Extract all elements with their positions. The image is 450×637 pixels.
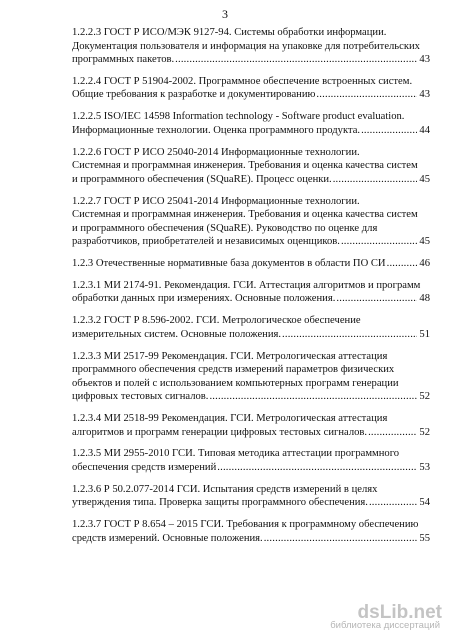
dot-leader	[341, 235, 417, 249]
dot-leader	[209, 390, 417, 404]
dot-leader	[282, 328, 417, 342]
toc-entry-line: Системная и программная инженерия. Требования и оценка качества систем	[72, 160, 418, 172]
toc-entry-text: Общие требования к разработке и документированию	[72, 89, 316, 101]
toc-entry-text: средств измерений. Основные положения.	[72, 532, 263, 544]
toc-entry-text: утверждения типа. Проверка защиты программного обеспечения.	[72, 497, 368, 509]
toc-entry-last-line	[72, 124, 430, 138]
dot-leader	[175, 53, 417, 67]
toc-entry-last-line	[72, 173, 430, 187]
toc-entry-last-line	[72, 532, 430, 546]
toc-entry	[72, 110, 430, 137]
toc-entry	[72, 483, 430, 510]
toc-page-number: 44	[419, 124, 430, 136]
toc-entry-last-line	[72, 390, 430, 404]
page-number: 3	[222, 7, 228, 21]
toc-entry-last-line	[72, 88, 430, 102]
toc-entry-line: Системная и программная инженерия. Требования и оценка качества систем	[72, 209, 418, 221]
dot-leader	[368, 426, 417, 440]
toc-entry-text: обработки данных при измерениях. Основные положения.	[72, 293, 336, 305]
toc-entry-text: 1.2.3 Отечественные нормативные база документов в области ПО СИ	[72, 257, 386, 269]
toc-entry-line: 1.2.3.6 Р 50.2.077-2014 ГСИ. Испытания средств измерений в целях	[72, 483, 378, 495]
toc-entry-text: обеспечения средств измерений	[72, 461, 217, 473]
toc-entry-text: разработчиков, приобретателей и независимых оценщиков.	[72, 236, 340, 248]
toc-page-number: 52	[419, 391, 430, 403]
toc-entry-last-line	[72, 496, 430, 510]
toc-entry-line: 1.2.2.4 ГОСТ Р 51904-2002. Программное обеспечение встроенных систем.	[72, 75, 413, 87]
dot-leader	[361, 124, 417, 138]
toc-entry-line: 1.2.3.2 ГОСТ Р 8.596-2002. ГСИ. Метрологическое обеспечение	[72, 315, 361, 327]
dot-leader	[336, 292, 417, 306]
toc-entry	[72, 314, 430, 341]
toc-page-number: 53	[419, 461, 430, 473]
table-of-contents	[72, 26, 430, 554]
toc-entry-last-line	[72, 328, 430, 342]
toc-entry-text: цифровых тестовых сигналов.	[72, 391, 209, 403]
toc-entry-line: 1.2.2.6 ГОСТ Р ИСО 25040-2014 Информационные технологии.	[72, 146, 360, 158]
dslib-logo	[330, 601, 442, 621]
toc-entry	[72, 146, 430, 187]
toc-entry-line: программного обеспечения средств измерений параметров физических	[72, 364, 395, 376]
toc-entry-last-line	[72, 461, 430, 475]
dot-leader	[369, 496, 417, 510]
toc-entry-last-line	[72, 53, 430, 67]
toc-page-number: 46	[419, 257, 430, 269]
toc-entry-text: алгоритмов и программ генерации цифровых тестовых сигналов.	[72, 426, 368, 438]
toc-entry-line: и программного обеспечения (SQuaRE). Руководство по оценке для	[72, 222, 378, 234]
dot-leader	[316, 88, 417, 102]
watermark	[330, 601, 442, 631]
toc-entry	[72, 257, 430, 271]
toc-page-number: 52	[419, 426, 430, 438]
toc-entry	[72, 350, 430, 404]
toc-entry-line: 1.2.2.3 ГОСТ Р ИСО/МЭК 9127-94. Системы обработки информации.	[72, 27, 387, 38]
toc-entry-last-line	[72, 426, 430, 440]
toc-page-number: 48	[419, 293, 430, 305]
toc-entry-last-line	[72, 292, 430, 306]
toc-page-number: 43	[419, 54, 430, 65]
toc-entry-line: 1.2.2.7 ГОСТ Р ИСО 25041-2014 Информационные технологии.	[72, 195, 360, 207]
toc-page-number: 45	[419, 236, 430, 248]
dot-leader	[264, 532, 418, 546]
toc-entry	[72, 26, 430, 67]
toc-entry	[72, 279, 430, 306]
toc-entry-line: 1.2.3.1 МИ 2174-91. Рекомендация. ГСИ. Аттестация алгоритмов и программ	[72, 279, 421, 291]
toc-page-number: 43	[419, 89, 430, 101]
toc-entry-text: и программного обеспечения (SQuaRE). Процесс оценки.	[72, 173, 332, 185]
toc-entry-last-line	[72, 257, 430, 271]
toc-page-number: 54	[419, 497, 430, 509]
toc-entry-text: Информационные технологии. Оценка программного продукта.	[72, 124, 361, 136]
toc-entry-line: 1.2.3.7 ГОСТ Р 8.654 – 2015 ГСИ. Требования к программному обеспечению	[72, 519, 419, 531]
watermark-tagline: библиотека диссертаций	[330, 620, 440, 631]
toc-entry-line: 1.2.3.3 МИ 2517-99 Рекомендация. ГСИ. Метрологическая аттестация	[72, 350, 388, 362]
toc-entry	[72, 518, 430, 545]
toc-entry-line: 1.2.3.5 МИ 2955-2010 ГСИ. Типовая методика аттестации программного	[72, 448, 400, 460]
toc-entry-last-line	[72, 235, 430, 249]
toc-entry-text: измерительных систем. Основные положения.	[72, 328, 282, 340]
toc-page-number: 45	[419, 173, 430, 185]
toc-entry	[72, 412, 430, 439]
toc-entry	[72, 75, 430, 102]
toc-page-number: 51	[419, 328, 430, 340]
toc-entry	[72, 195, 430, 249]
dot-leader	[217, 461, 417, 475]
toc-entry-line: объектов и полей с использованием компьютерных программ генерации	[72, 377, 399, 389]
dot-leader	[387, 257, 418, 271]
toc-entry-line: 1.2.2.5 ISO/IEC 14598 Information technology - Software product evaluation.	[72, 111, 405, 123]
toc-entry-line: Документация пользователя и информация на упаковке для потребительских	[72, 40, 420, 52]
toc-page-number: 55	[419, 532, 430, 544]
toc-entry-line: 1.2.3.4 МИ 2518-99 Рекомендация. ГСИ. Метрологическая аттестация	[72, 413, 388, 425]
toc-entry	[72, 447, 430, 474]
dslib-logo-text: dsLib.net	[357, 602, 442, 621]
toc-entry-text: программных пакетов.	[72, 54, 175, 65]
dot-leader	[333, 173, 418, 187]
